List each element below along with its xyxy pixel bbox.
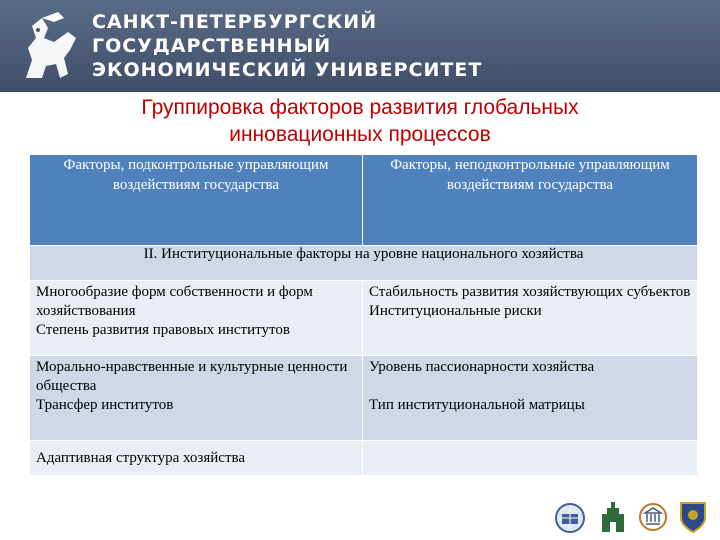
table-cell	[363, 281, 698, 356]
factor-item: Институциональные риски	[369, 303, 542, 319]
table-row	[30, 281, 698, 356]
factor-item: Уровень пассионарности хозяйства	[369, 359, 595, 375]
slide-title	[60, 94, 660, 148]
factor-item: Степень развития правовых институтов	[36, 322, 290, 338]
table-row	[30, 356, 698, 441]
section-row	[30, 246, 698, 281]
factor-item: Адаптивная структура хозяйства	[36, 449, 246, 466]
factor-item: Стабильность развития хозяйствующих субъектов	[369, 284, 691, 300]
table-cell-empty	[363, 441, 698, 476]
factor-item: Трансфер институтов	[36, 397, 174, 413]
factor-item: Морально-нравственные и культурные ценности общества	[36, 359, 348, 394]
university-line: ГОСУДАРСТВЕННЫЙ	[92, 35, 332, 57]
table-cell	[30, 281, 363, 356]
factors-table	[29, 154, 698, 476]
column-header-controlled: Факторы, подконтрольные управляющим воздействиям государства	[30, 155, 363, 246]
table-cell	[30, 441, 363, 476]
column-header-uncontrolled: Факторы, неподконтрольные управляющим воздействиям государства	[363, 155, 698, 246]
table-cell	[363, 356, 698, 441]
table-header-row	[30, 155, 698, 246]
factor-item: Тип институциональной матрицы	[369, 397, 585, 413]
griffin-icon	[18, 8, 80, 86]
university-line: ЭКОНОМИЧЕСКИЙ УНИВЕРСИТЕТ	[92, 59, 483, 81]
table-row	[30, 441, 698, 476]
castle-emblem-icon	[598, 498, 628, 534]
section-title: II. Институциональные факторы на уровне национального хозяйства	[30, 246, 698, 281]
university-line: САНКТ-ПЕТЕРБУРГСКИЙ	[92, 11, 378, 33]
slide-title-line: Группировка факторов развития глобальных	[141, 96, 579, 119]
globe-emblem-icon	[554, 502, 586, 534]
factor-item: Многообразие форм собственности и форм хозяйствования	[36, 284, 313, 319]
university-name	[92, 10, 482, 82]
table-cell	[30, 356, 363, 441]
header-banner	[0, 0, 720, 92]
footer-logos	[548, 496, 718, 536]
slide-title-line: инновационных процессов	[229, 123, 491, 146]
shield-emblem-icon	[678, 500, 708, 534]
building-emblem-icon	[638, 502, 668, 532]
